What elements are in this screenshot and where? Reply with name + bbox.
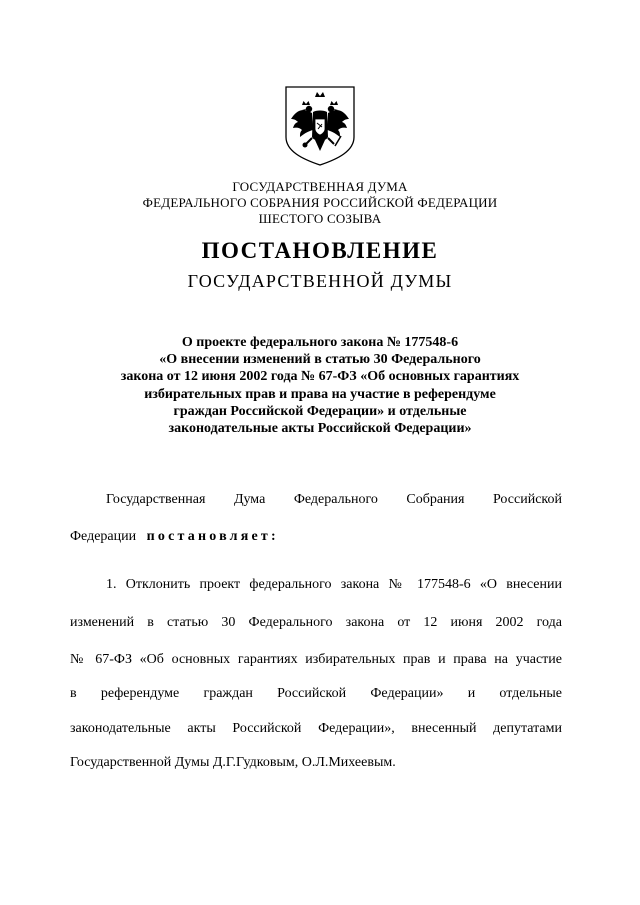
preamble-subject: Федерации bbox=[70, 529, 137, 544]
paragraph-line: Государственной Думы Д.Г.Гудковым, О.Л.Михеевым. bbox=[70, 755, 396, 770]
org-name-line-1: ГОСУДАРСТВЕННАЯ ДУМА bbox=[232, 179, 408, 194]
paragraph-line: 1. Отклонить проект федерального закона № 177548-6 «О внесении bbox=[106, 577, 562, 592]
subject-line: избирательных прав и права на участие в референдуме bbox=[144, 386, 496, 402]
document-subtitle: ГОСУДАРСТВЕННОЙ ДУМЫ bbox=[187, 271, 453, 291]
convocation-line: ШЕСТОГО СОЗЫВА bbox=[258, 211, 382, 226]
subject-line: «О внесении изменений в статью 30 Федерального bbox=[159, 352, 481, 368]
subject-line: закона от 12 июня 2002 года № 67-ФЗ «Об основных гарантиях bbox=[120, 369, 520, 385]
paragraph-line: в референдуме граждан Российской Федерации» и отдельные bbox=[70, 686, 562, 701]
preamble-line-1: Государственная Дума Федерального Собрания Российской bbox=[106, 492, 562, 507]
org-name-line-2: ФЕДЕРАЛЬНОГО СОБРАНИЯ РОССИЙСКОЙ ФЕДЕРАЦИИ bbox=[142, 195, 498, 210]
paragraph-line: законодательные акты Российской Федерации», внесенный депутатами bbox=[70, 721, 562, 736]
subject-line: граждан Российской Федерации» и отдельные bbox=[173, 403, 467, 419]
decision-keyword: постановляет: bbox=[146, 529, 279, 544]
paragraph-line: № 67-ФЗ «Об основных гарантиях избирательных прав и права на участие bbox=[70, 652, 562, 667]
resolution-subject bbox=[100, 334, 540, 437]
document-title: ПОСТАНОВЛЕНИЕ bbox=[201, 238, 439, 263]
subject-line: О проекте федерального закона № 177548-6 bbox=[181, 335, 459, 350]
paragraph-line: изменений в статью 30 Федерального закона от 12 июня 2002 года bbox=[70, 615, 562, 630]
subject-line: законодательные акты Российской Федерации» bbox=[168, 421, 472, 437]
coat-of-arms-icon bbox=[282, 85, 358, 167]
preamble-line-2 bbox=[70, 528, 562, 545]
